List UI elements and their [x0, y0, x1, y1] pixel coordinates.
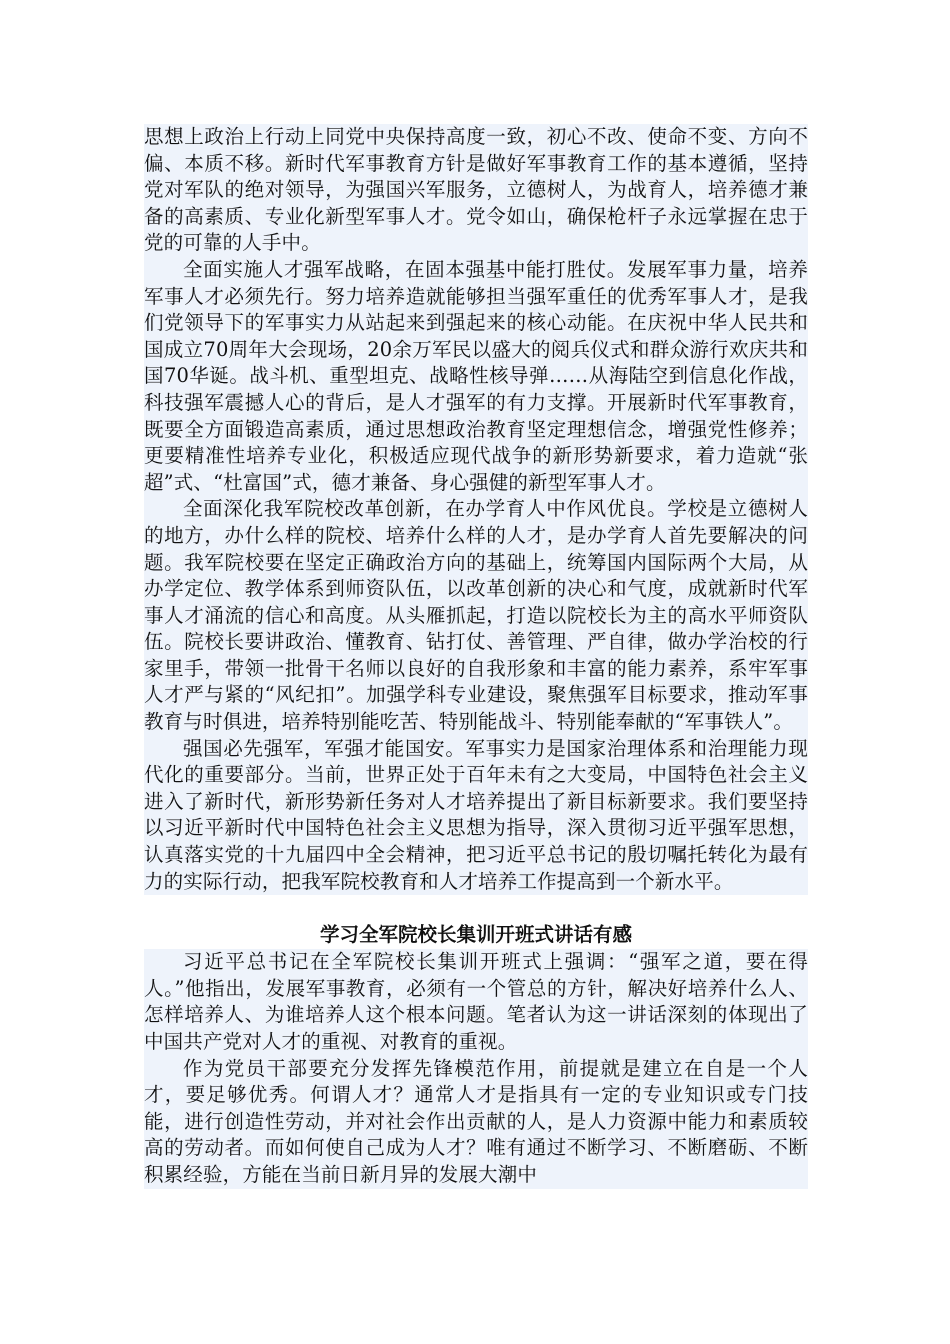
document-page — [144, 124, 808, 1189]
paragraph: 习近平总书记在全军院校长集训开班式上强调：“强军之道，要在得人。”他指出，发展军事教育，必须有一个管总的方针，解决好培养什么人、怎样培养人、为谁培养人这个根本问题。笔者认为这一讲话深刻的体现出了中国共产党对人才的重视、对教育的重视。 — [144, 950, 808, 1053]
paragraph: 全面深化我军院校改革创新，在办学育人中作风优良。学校是立德树人的地方，办什么样的院校、培养什么样的人才，是办学育人首先要解决的问题。我军院校要在坚定正确政治方向的基础上，统筹国内国际两个大局，从办学定位、教学体系到师资队伍，以改革创新的决心和气度，成就新时代军事人才涌流的信心和高度。从头雁抓起，打造以院校长为主的高水平师资队伍。院校长要讲政治、懂教育、钻打仗、善管理、严自律，做办学治校的行家里手，带领一批骨干名师以良好的自我形象和丰富的能力素养，系牢军事人才严与紧的“风纪扣”。加强学科专业建设，聚焦强军目标要求，推动军事教育与时俱进，培养特别能吃苦、特别能战斗、特别能奉献的“军事铁人”。 — [144, 497, 808, 734]
article-section-1 — [144, 124, 808, 895]
paragraph: 思想上政治上行动上同党中央保持高度一致，初心不改、使命不变、方向不偏、本质不移。新时代军事教育方针是做好军事教育工作的基本遵循，坚持党对军队的绝对领导，为强国兴军服务，立德树人，为战育人，培养德才兼备的高素质、专业化新型军事人才。党令如山，确保枪杆子永远掌握在忠于党的可靠的人手中。 — [144, 125, 808, 255]
article-title: 学习全军院校长集训开班式讲话有感 — [144, 921, 808, 949]
paragraph: 全面实施人才强军战略，在固本强基中能打胜仗。发展军事力量，培养军事人才必须先行。努力培养造就能够担当强军重任的优秀军事人才，是我们党领导下的军事实力从站起来到强起来的核心动能。在庆祝中华人民共和国成立70周年大会现场，20余万军民以盛大的阅兵仪式和群众游行欢庆共和国70华诞。战斗机、重型坦克、战略性核导弹……从海陆空到信息化作战，科技强军震撼人心的背后，是人才强军的有力支撑。开展新时代军事教育，既要全方面锻造高素质，通过思想政治教育坚定理想信念，增强党性修养；更要精准性培养专业化，积极适应现代战争的新形势新要求，着力造就“张超”式、“杜富国”式，德才兼备、身心强健的新型军事人才。 — [144, 257, 808, 494]
article-section-2 — [144, 949, 808, 1188]
paragraph: 作为党员干部要充分发挥先锋模范作用，前提就是建立在自是一个人才，要足够优秀。何谓人才？通常人才是指具有一定的专业知识或专门技能，进行创造性劳动，并对社会作出贡献的人，是人力资源中能力和素质较高的劳动者。而如何使自己成为人才？唯有通过不断学习、不断磨砺、不断积累经验，方能在当前日新月异的发展大潮中 — [144, 1056, 808, 1186]
paragraph: 强国必先强军，军强才能国安。军事实力是国家治理体系和治理能力现代化的重要部分。当前，世界正处于百年未有之大变局，中国特色社会主义进入了新时代，新形势新任务对人才培养提出了新目标新要求。我们要坚持以习近平新时代中国特色社会主义思想为指导，深入贯彻习近平强军思想，认真落实党的十九届四中全会精神，把习近平总书记的殷切嘱托转化为最有力的实际行动，把我军院校教育和人才培养工作提高到一个新水平。 — [144, 736, 808, 893]
section-gap — [144, 895, 808, 921]
